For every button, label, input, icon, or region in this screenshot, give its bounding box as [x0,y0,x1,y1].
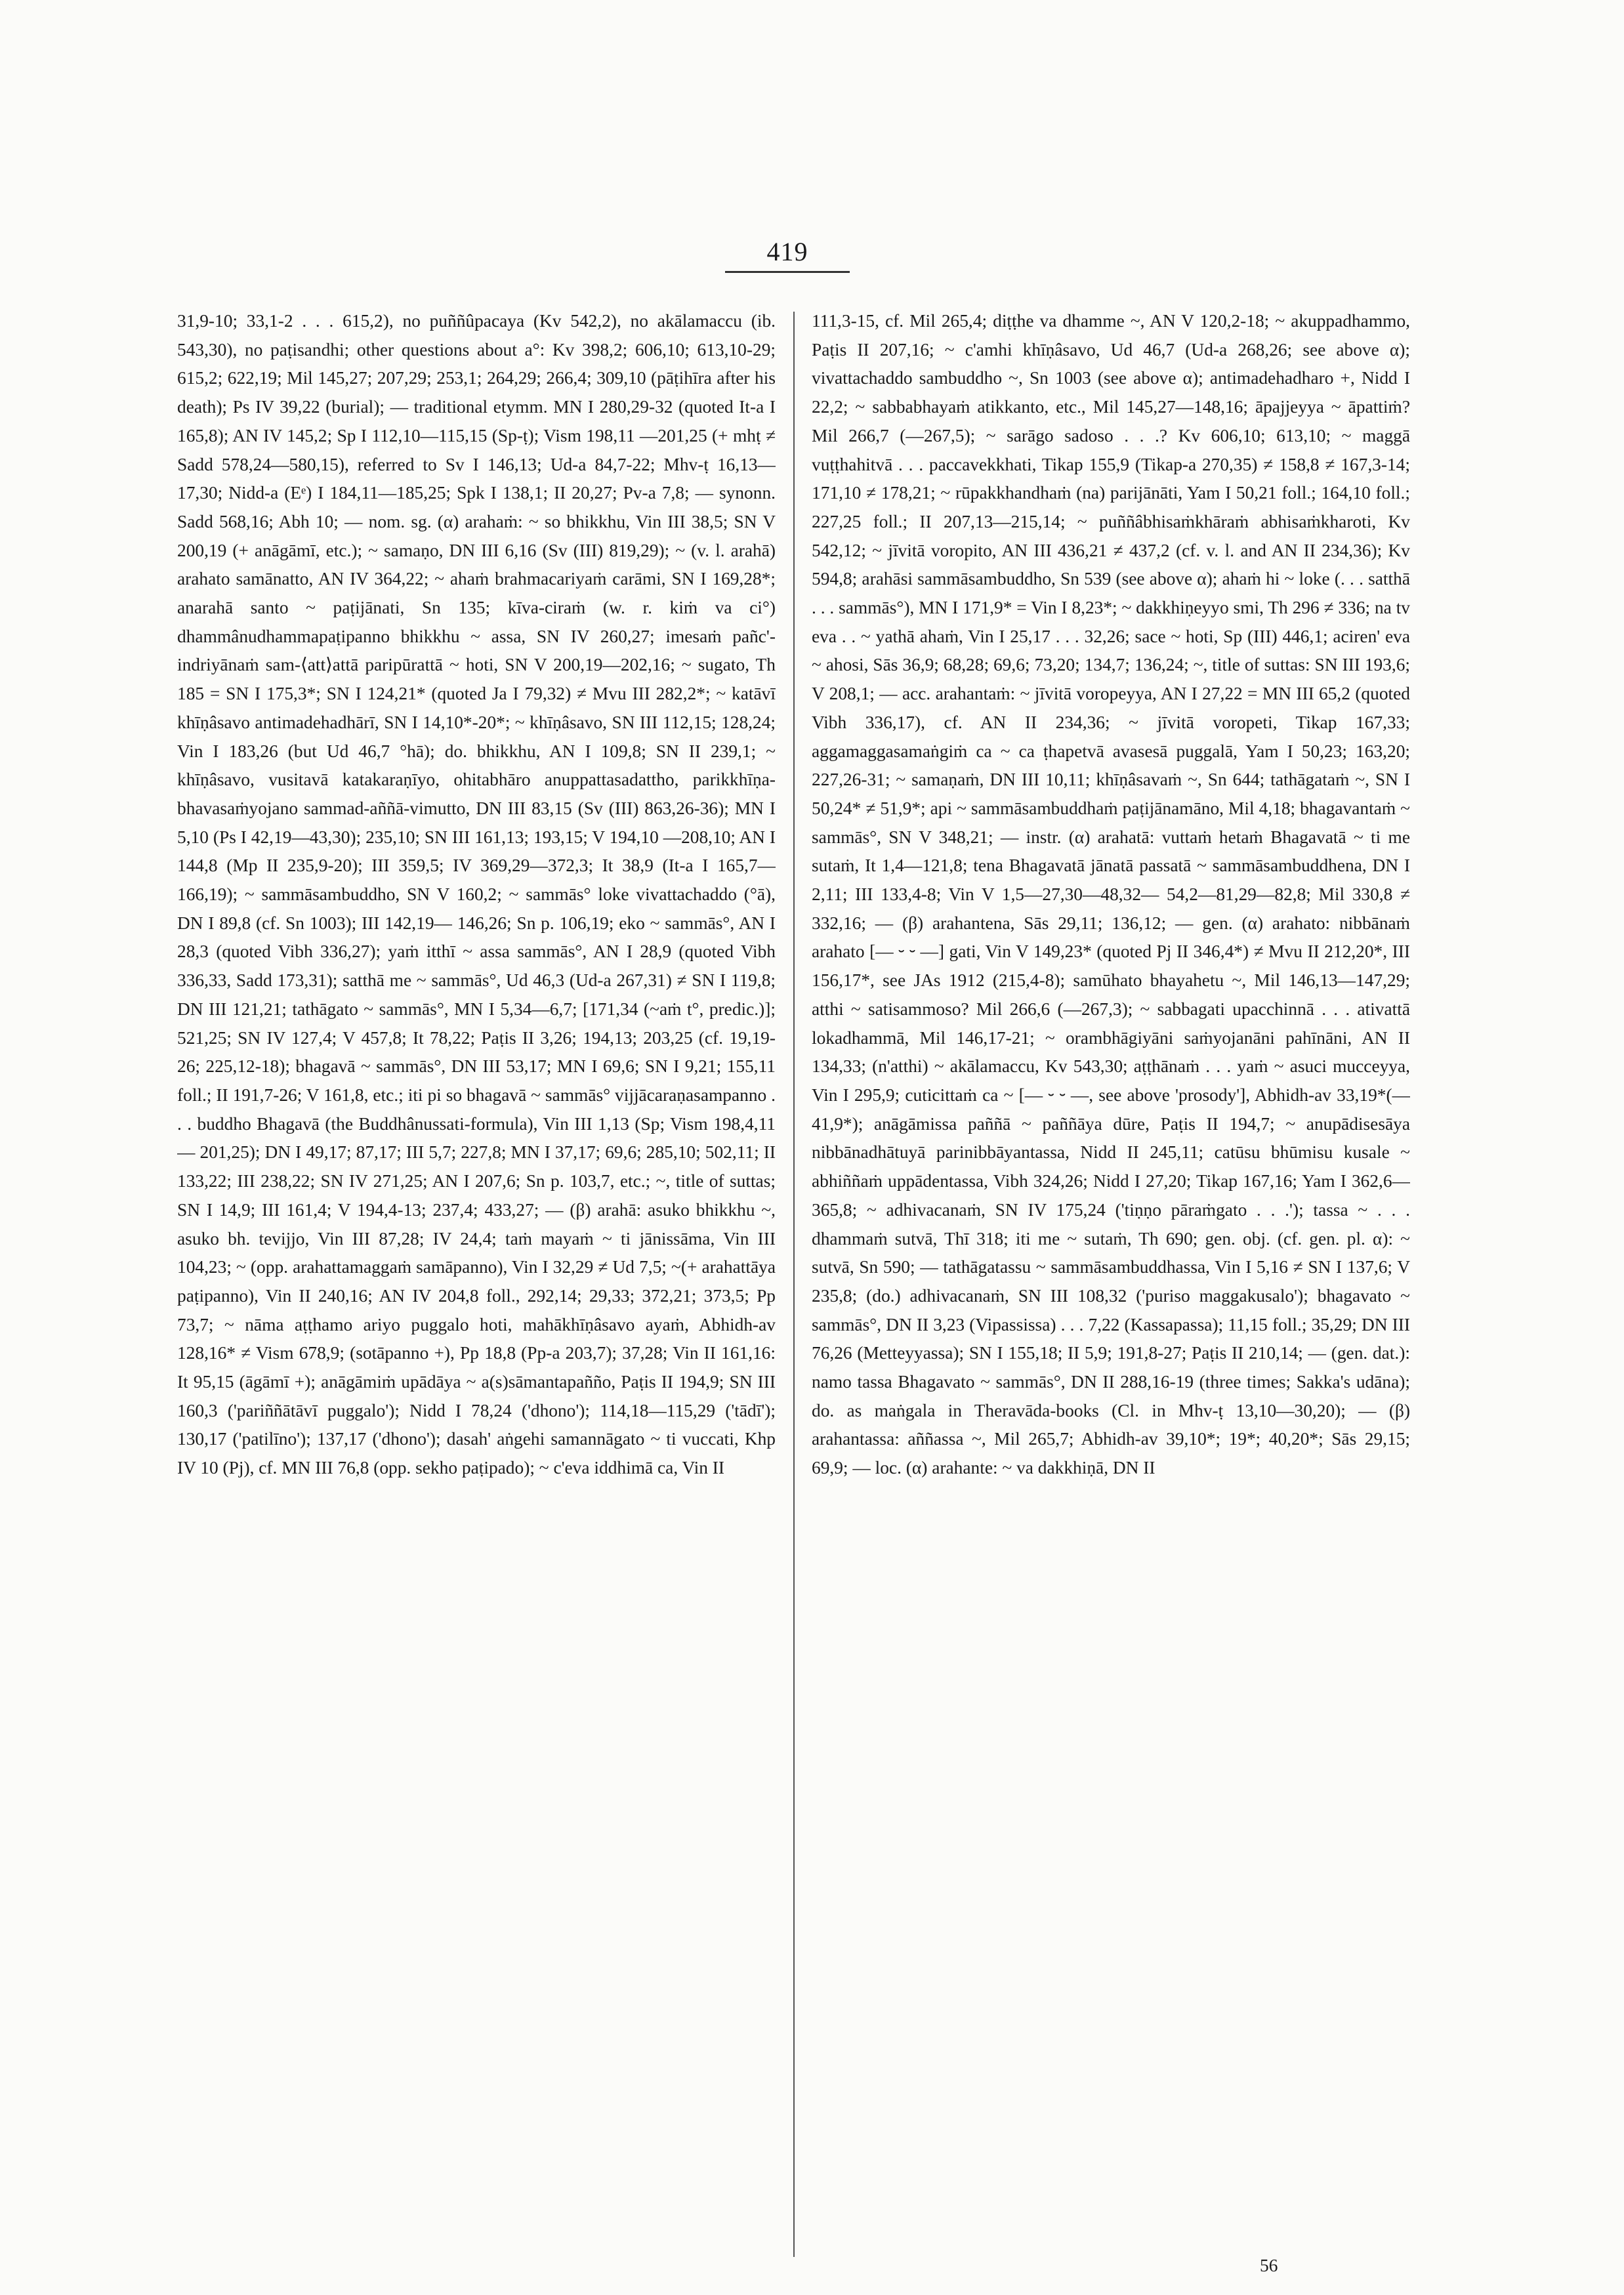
signature-mark: 56 [1260,2256,1278,2275]
left-column-text: 31,9-10; 33,1-2 . . . 615,2), no puññûpacaya (Kv 542,2), no akālamaccu (ib. 543,30), no paṭisandhi; other questions about a°: Kv 398,2; 606,10; 613,10-29; 615,2; 622,19; Mil 145,27; 207,29; 253,1; 264,29; 266,4; 309,10 (pāṭihīra after his death); Ps IV 39,22 (burial); — traditional etymm. MN I 280,29-32 (quoted It-a I 165,8); AN IV 145,2; Sp I 112,10—115,15 (Sp-ṭ); Vism 198,11 —201,25 (+ mhṭ ≠ Sadd 578,24—580,15), referred to Sv I 146,13; Ud-a 84,7-22; Mhv-ṭ 16,13—17,30; Nidd-a (Eᵉ) I 184,11—185,25; Spk I 138,1; II 20,27; Pv-a 7,8; — synonn. Sadd 568,16; Abh 10; — nom. sg. (α) arahaṁ: ~ so bhikkhu, Vin III 38,5; SN V 200,19 (+ anāgāmī, etc.); ~ samaṇo, DN III 6,16 (Sv (III) 819,29); ~ (v. l. arahā) arahato samānatto, AN IV 364,22; ~ ahaṁ brahmacariyaṁ carāmi, SN I 169,28*; anarahā santo ~ paṭijānati, Sn 135; kīva-ciraṁ (w. r. kiṁ va ci°) dhammânudhammapaṭipanno bhikkhu ~ assa, SN IV 260,27; imesaṁ pañc'-indriyānaṁ sam-⟨att⟩attā paripūrattā ~ hoti, SN V 200,19—202,16; ~ sugato, Th 185 = SN I 175,3*; SN I 124,21* (quoted Ja I 79,32) ≠ Mvu III 282,2*; ~ katāvī khīṇâsavo antimadehadhārī, SN I 14,10*-20*; ~ khīṇâsavo, SN III 112,15; 128,24; Vin I 183,26 (but Ud 46,7 °hā); do. bhikkhu, AN I 109,8; SN II 239,1; ~ khīṇâsavo, vusitavā katakaraṇīyo, ohitabhāro anuppattasadattho, parikkhīṇa-bhavasaṁyojano sammad-aññā-vimutto, DN III 83,15 (Sv (III) 863,26-36); MN I 5,10 (Ps I 42,19—43,30); 235,10; SN III 161,13; 193,15; V 194,10 —208,10; AN I 144,8 (Mp II 235,9-20); III 359,5; IV 369,29—372,3; It 38,9 (It-a I 165,7—166,19); ~ sammāsambuddho, SN V 160,2; ~ sammās° loke vivattachaddo (°ā), DN I 89,8 (cf. Sn 1003); III 142,19— 146,26; Sn p. 106,19; eko ~ sammās°, AN I 28,3 (quoted Vibh 336,27); yaṁ itthī ~ assa sammās°, AN I 28,9 (quoted Vibh 336,33, Sadd 173,31); satthā me ~ sammās°, Ud 46,3 (Ud-a 267,31) ≠ SN I 119,8; DN III 121,21; tathāgato ~ sammās°, MN I 5,34—6,7; [171,34 (~aṁ t°, predic.)]; 521,25; SN IV 127,4; V 457,8; It 78,22; Paṭis II 3,26; 194,13; 203,25 (cf. 19,19-26; 225,12-18); bhagavā ~ sammās°, DN III 53,17; MN I 69,6; SN I 9,21; 155,11 foll.; II 191,7-26; V 161,8, etc.; iti pi so bhagavā ~ sammās° vijjācaraṇasampanno . . . buddho Bhagavā (the Buddhânussati-formula), Vin III 1,13 (Sp; Vism 198,4,11— 201,25); DN I 49,17; 87,17; III 5,7; 227,8; MN I 37,17; 69,6; 285,10; 502,11; II 133,22; III 238,22; SN IV 271,25; AN I 207,6; Sn p. 103,7, etc.; ~, title of suttas; SN I 14,9; III 161,4; V 194,4-13; 237,4; 433,27; — (β) arahā: asuko bhikkhu ~, asuko bh. tevijjo, Vin III 87,28; IV 24,4; taṁ mayaṁ ~ ti jānissāma, Vin III 104,23; ~ (opp. arahattamaggaṁ samāpanno), Vin I 32,29 ≠ Ud 7,5; ~(+ arahattāya paṭipanno), Vin II 240,16; AN IV 204,8 foll., 292,14; 29,33; 372,21; 373,5; Pp 73,7; ~ nāma aṭṭhamo ariyo puggalo hoti, mahākhīṇâsavo ayaṁ, Abhidh-av 128,16* ≠ Vism 678,9; (sotāpanno +), Pp 18,8 (Pp-a 203,7); 37,28; Vin II 161,16: It 95,15 (āgāmī +); anāgāmiṁ upādāya ~ a(s)sāmantapañño, Paṭis II 194,9; SN III 160,3 ('pariññātāvī puggalo'); Nidd I 78,24 ('dhono'); 114,18—115,29 ('tādī'); 130,17 ('patilīno'); 137,17 ('dhono'); dasah' aṅgehi samannāgato ~ ti vuccati, Khp IV 10 (Pj), cf. MN III 76,8 (opp. sekho paṭipado); ~ c'eva iddhimā ca, Vin II [177,311,776,1478]
page-number: 419 [766,237,808,266]
right-column [812,307,1410,2269]
column-divider [793,312,795,2257]
header-rule [725,271,850,273]
right-column-text: 111,3-15, cf. Mil 265,4; diṭṭhe va dhamme ~, AN V 120,2-18; ~ akuppadhammo, Paṭis II 207,16; ~ c'amhi khīṇâsavo, Ud 46,7 (Ud-a 268,26; see above α); vivattachaddo sambuddho ~, Sn 1003 (see above α); antimadehadharo +, Nidd I 22,2; ~ sabbabhayaṁ atikkanto, etc., Mil 145,27—148,16; āpajjeyya ~ āpattiṁ? Mil 266,7 (—267,5); ~ sarāgo sadoso . . .? Kv 606,10; 613,10; ~ maggā vuṭṭhahitvā . . . paccavekkhati, Tikap 155,9 (Tikap-a 270,35) ≠ 158,8 ≠ 167,3-14; 171,10 ≠ 178,21; ~ rūpakkhandhaṁ (na) parijānāti, Yam I 50,21 foll.; 164,10 foll.; 227,25 foll.; II 207,13—215,14; ~ puññâbhisaṁkhāraṁ abhisaṁkharoti, Kv 542,12; ~ jīvitā voropito, AN III 436,21 ≠ 437,2 (cf. v. l. and AN II 234,36); Kv 594,8; arahāsi sammāsambuddho, Sn 539 (see above α); ahaṁ hi ~ loke (. . . satthā . . . sammās°), MN I 171,9* = Vin I 8,23*; ~ dakkhiṇeyyo smi, Th 296 ≠ 336; na tv eva . . ~ yathā ahaṁ, Vin I 25,17 . . . 32,26; sace ~ hoti, Sp (III) 446,1; aciren' eva ~ ahosi, Sās 36,9; 68,28; 69,6; 73,20; 134,7; 136,24; ~, title of suttas: SN III 193,6; V 208,1; — acc. arahantaṁ: ~ jīvitā voropeyya, AN I 27,22 = MN III 65,2 (quoted Vibh 336,17), cf. AN II 234,36; ~ jīvitā voropeti, Tikap 167,33; aggamaggasamaṅgiṁ ca ~ ca ṭhapetvā avasesā puggalā, Yam I 50,23; 163,20; 227,26-31; ~ samaṇaṁ, DN III 10,11; khīṇâsavaṁ ~, Sn 644; tathāgataṁ ~, SN I 50,24* ≠ 51,9*; api ~ sammāsambuddhaṁ paṭijānamāno, Mil 4,18; bhagavantaṁ ~ sammās°, SN V 348,21; — instr. (α) arahatā: vuttaṁ hetaṁ Bhagavatā ~ ti me sutaṁ, It 1,4—121,8; tena Bhagavatā jānatā passatā ~ sammāsambuddhena, DN I 2,11; III 133,4-8; Vin V 1,5—27,30—48,32— 54,2—81,29—82,8; Mil 330,8 ≠ 332,16; — (β) arahantena, Sās 29,11; 136,12; — gen. (α) arahato: nibbānaṁ arahato [— ⏑ ⏑ —] gati, Vin V 149,23* (quoted Pj II 346,4*) ≠ Mvu II 212,20*, III 156,17*, see JAs 1912 (215,4-8); samūhato bhayahetu ~, Mil 146,13—147,29; atthi ~ satisammoso? Mil 266,6 (—267,3); ~ sabbagati upacchinnā . . . ativattā lokadhammā, Mil 146,17-21; ~ orambhāgiyāni saṁyojanāni pahīnāni, AN II 134,33; (n'atthi) ~ akālamaccu, Kv 543,30; aṭṭhānaṁ . . . yaṁ ~ asuci mucceyya, Vin I 295,9; cuticittaṁ ca ~ [— ⏑ ⏑ —, see above 'prosody'], Abhidh-av 33,19*(—41,9*); anāgāmissa paññā ~ paññāya dūre, Paṭis II 194,7; ~ anupādisesāya nibbānadhātuyā parinibbāyantassa, Nidd II 245,11; catūsu bhūmisu kusale ~ abhiññaṁ uppādentassa, Vibh 324,26; Nidd I 27,20; Tikap 167,16; Yam I 362,6—365,8; ~ adhivacanaṁ, SN IV 175,24 ('tiṇṇo pāraṁgato . . .'); tassa ~ . . . dhammaṁ sutvā, Thī 318; iti me ~ sutaṁ, Th 690; gen. obj. (cf. gen. pl. α): ~ sutvā, Sn 590; — tathāgatassu ~ sammāsambuddhassa, Vin I 5,16 ≠ SN I 137,6; V 235,8; (do.) adhivacanaṁ, SN III 108,32 ('puriso maggakusalo'); bhagavato ~ sammās°, DN II 3,23 (Vipassissa) . . . 7,22 (Kassapassa); 11,15 foll.; 35,29; DN III 76,26 (Metteyyassa); SN I 155,18; II 5,9; 191,8-27; Paṭis II 210,14; — (gen. dat.): namo tassa Bhagavato ~ sammās°, DN II 288,16-19 (three times; Sakka's udāna); do. as maṅgala in Theravāda-books (Cl. in Mhv-ṭ 13,10—30,20); — (β) arahantassa: aññassa ~, Mil 265,7; Abhidh-av 39,10*; 19*; 40,20*; Sās 29,15; 69,9; — loc. (α) arahante: ~ va dakkhiṇā, DN II [812,311,1410,1478]
left-column [177,307,776,2269]
